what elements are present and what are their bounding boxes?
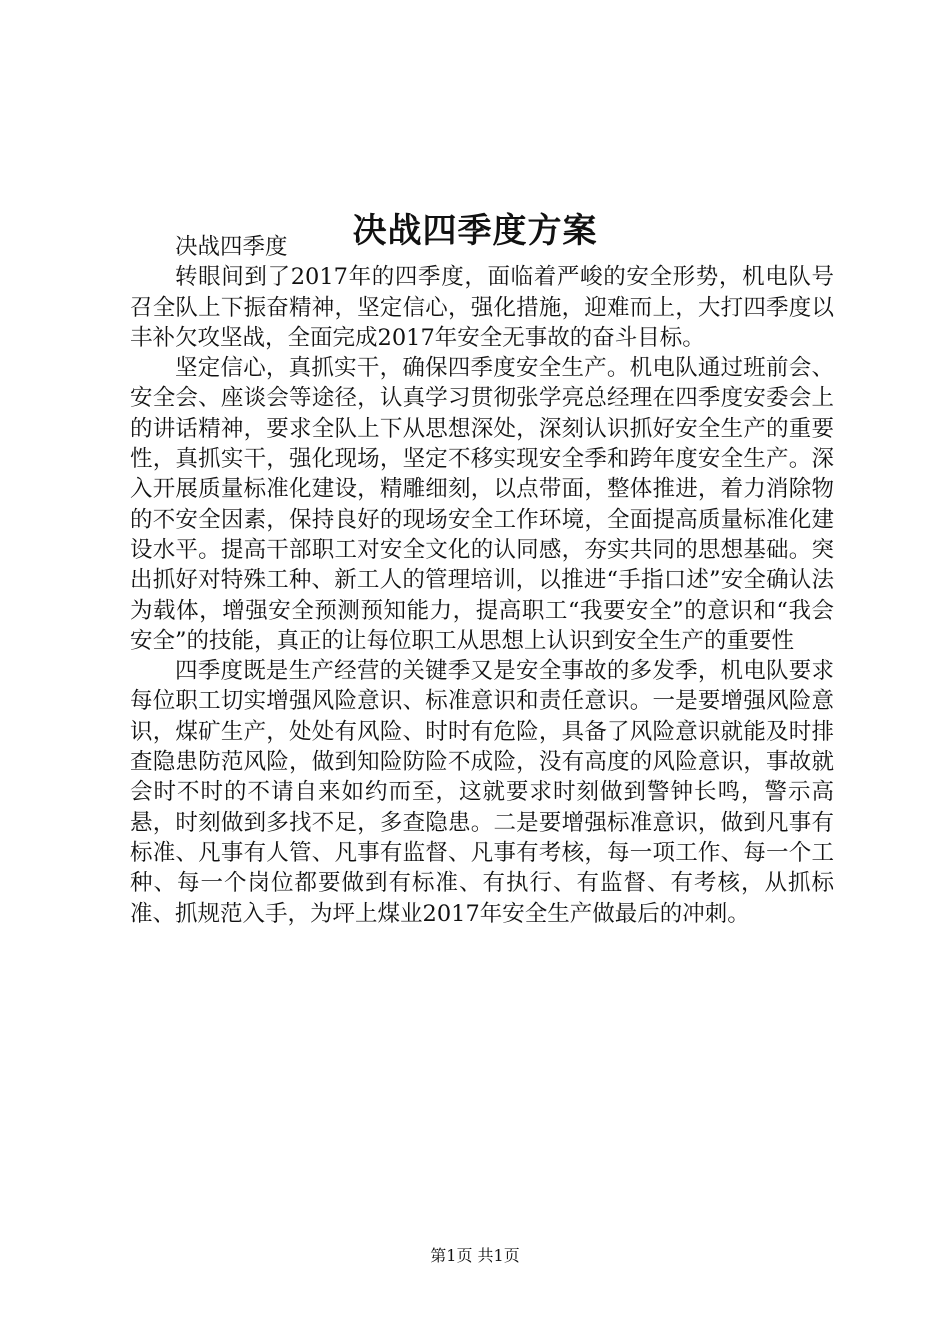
paragraph-3: 四季度既是生产经营的关键季又是安全事故的多发季，机电队要求每位职工切实增强风险意识、标准意识和责任意识。一是要增强风险意识，煤矿生产，处处有风险、时时有危险，具备了风险意识就能及时排查隐患防范风险，做到知险防险不成险，没有高度的风险意识，事故就会时不时的不请自来如约而至，这就要求时刻做到警钟长鸣，警示高悬，时刻做到多找不足，多查隐患。二是要增强标准意识，做到凡事有标准、凡事有人管、凡事有监督、凡事有考核，每一项工作、每一个工种、每一个岗位都要做到有标准、有执行、有监督、有考核，从抓标准、抓规范入手，为坪上煤业2017年安全生产做最后的冲刺。 (130, 658, 834, 927)
document-body (130, 232, 834, 929)
document-subtitle: 决战四季度 (175, 234, 288, 260)
page-title: 决战四季度方案 (352, 210, 598, 251)
page-number: 第1页 共1页 (430, 1246, 520, 1265)
paragraph-1: 转眼间到了2017年的四季度，面临着严峻的安全形势，机电队号召全队上下振奋精神，坚定信心，强化措施，迎难而上，大打四季度以丰补欠攻坚战，全面完成2017年安全无事故的奋斗目标。 (130, 264, 834, 351)
paragraph-2: 坚定信心，真抓实干，确保四季度安全生产。机电队通过班前会、安全会、座谈会等途径，认真学习贯彻张学亮总经理在四季度安委会上的讲话精神，要求全队上下从思想深处，深刻认识抓好安全生产的重要性，真抓实干，强化现场，坚定不移实现安全季和跨年度安全生产。深入开展质量标准化建设，精雕细刻，以点带面，整体推进，着力消除物的不安全因素，保持良好的现场安全工作环境，全面提高质量标准化建设水平。提高干部职工对安全文化的认同感，夯实共同的思想基础。突出抓好对特殊工种、新工人的管理培训，以推进“手指口述”安全确认法为载体，增强安全预测预知能力，提高职工“我要安全”的意识和“我会安全”的技能，真正的让每位职工从思想上认识到安全生产的重要性 (130, 355, 834, 654)
